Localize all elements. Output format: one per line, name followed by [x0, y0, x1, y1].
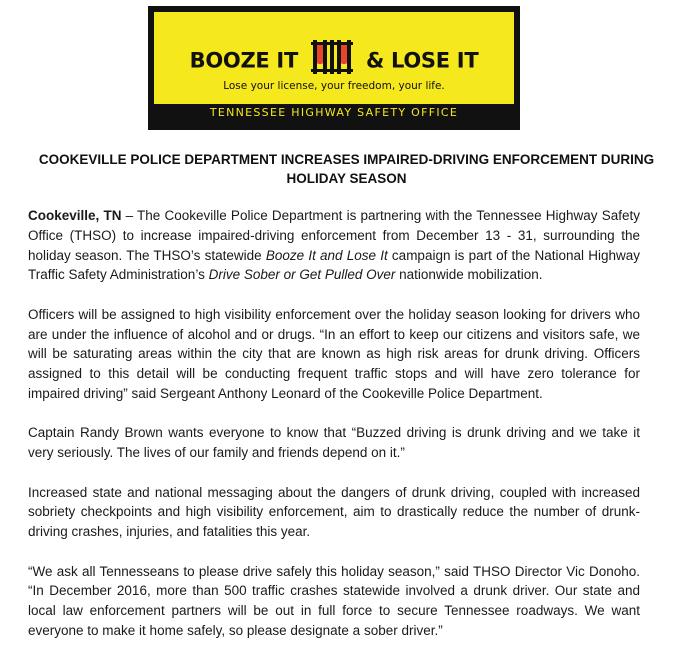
logo-wordmark [154, 42, 514, 81]
press-release-headline: COOKEVILLE POLICE DEPARTMENT INCREASES IMPAIRED-DRIVING ENFORCEMENT DURING HOLIDAY SEASON [38, 152, 655, 186]
national-campaign-name: Drive Sober or Get Pulled Over [208, 267, 396, 283]
dateline: Cookeville, TN [28, 208, 122, 223]
paragraph-enforcement: Officers will be assigned to high visibility enforcement over the holiday season looking for drivers who are under the influence of alcohol and or drugs. “In an effort to keep our citizens and visitors safe, we will be saturating areas within the city that are known as high risk areas for drunk driving. Officers assigned to this detail will be conducting frequent traffic stops and will have zero tolerance for impaired driving” said Sergeant Anthony Leonard of the Cookeville Police Department. [28, 306, 640, 401]
jail-bars-icon [309, 40, 355, 79]
logo-yellow-panel [154, 12, 514, 104]
logo-word-booze-it: BOOZE IT [189, 48, 298, 73]
paragraph-intro-text-2: campaign is part of the National Highway Traffic Safety Administration’s [28, 247, 640, 283]
paragraph-captain-quote: Captain Randy Brown wants everyone to know that “Buzzed driving is drunk driving and we take it very seriously. The lives of our family and friends depend on it.” [28, 425, 640, 461]
paragraph-messaging: Increased state and national messaging about the dangers of drunk driving, coupled with increased sobriety checkpoints and high visibility enforcement, aim to drastically reduce the number of drunk-driving crashes, injuries, and fatalities this year. [28, 484, 640, 540]
logo-tagline: Lose your license, your freedom, your life. [223, 80, 445, 92]
campaign-logo [148, 6, 520, 130]
logo-word-lose-it: & LOSE IT [366, 48, 479, 73]
campaign-name: Booze It and Lose It [265, 247, 388, 263]
press-release-body [28, 206, 640, 660]
paragraph-intro [28, 206, 640, 285]
paragraph-intro-text-1: – The Cookeville Police Department is partnering with the Tennessee Highway Safety Office (THSO) to increase impaired-driving enforcement from December 13 - 31, surrounding the holiday season. The THSO’s statewide [28, 208, 640, 263]
paragraph-intro-text-3: nationwide mobilization. [395, 267, 543, 283]
logo-organization: TENNESSEE HIGHWAY SAFETY OFFICE [209, 106, 459, 119]
paragraph-director-quote: “We ask all Tennesseans to please drive safely this holiday season,” said THSO Director Vic Donoho. “In December 2016, more than 500 traffic crashes statewide involved a drunk driver. Our state and local law enforcement partners will be out in full force to secure Tennessee roadways. We want everyone to make it home safely, so please designate a sober driver.” [28, 563, 640, 638]
